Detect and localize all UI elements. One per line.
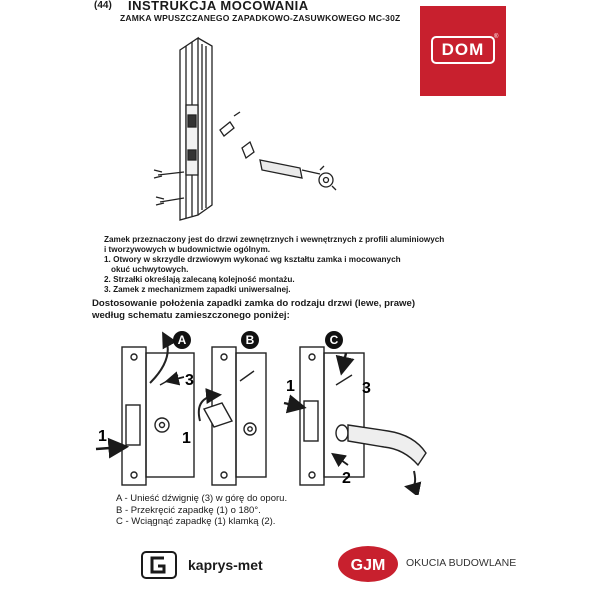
installation-drawing [150, 20, 360, 225]
adjustment-diagrams [90, 325, 450, 495]
label-b: B [245, 333, 255, 347]
steps-list [116, 493, 287, 528]
diagram-c [284, 331, 426, 487]
step-a: A - Unieść dźwignię (3) w górę do oporu. [116, 493, 288, 504]
key-head [319, 173, 333, 187]
label-c: C [329, 333, 339, 347]
step-c: C - Wciągnąć zapadkę (1) klamką (2). [116, 516, 276, 527]
label-a: A [177, 333, 187, 347]
label-a-1: 1 [98, 428, 107, 445]
gjm-emblem [336, 544, 402, 584]
intro-line-2: i tworzywowych w budownictwie ogólnym. [104, 245, 271, 254]
diagram-a [96, 331, 194, 485]
label-c-2: 2 [342, 470, 351, 487]
step-b: B - Przekręcić zapadkę (1) o 180°. [116, 504, 261, 516]
kaprys-met-icon [140, 549, 180, 581]
intro-line-1: Zamek przeznaczony jest do drzwi zewnętrznych i wewnętrznych z profili aluminiowych [104, 235, 445, 244]
intro-item-3: 3. Zamek z mechanizmem zapadki uniwersalnej. [104, 285, 291, 294]
instruction-number: (44) [94, 0, 112, 11]
intro-item-2: 2. Strzałki określają zalecaną kolejność montażu. [104, 275, 295, 284]
dom-logo [420, 6, 506, 96]
registered-mark: ® [494, 34, 499, 40]
cylinder [260, 160, 302, 178]
escutcheon [220, 122, 234, 136]
label-b-1: 1 [182, 430, 191, 447]
instruction-title: INSTRUKCJA MOCOWANIA [128, 0, 309, 13]
lock-case-c [324, 353, 364, 477]
kaprys-met-name: kaprys-met [188, 557, 263, 573]
latch-b [204, 403, 232, 427]
gjm-tagline: OKUCIA BUDOWLANE [406, 557, 517, 569]
dom-logo-text: DOM [431, 36, 495, 64]
handle-c [348, 425, 426, 465]
door-profile-side [198, 38, 212, 215]
intro-item-1-cont: okuć uchwytowych. [111, 265, 189, 274]
section-heading-line-1: Dostosowanie położenia zapadki zamka do rodzaju drzwi (lewe, prawe) [92, 298, 416, 309]
gjm-letters: GJM [350, 557, 386, 574]
kaprys-met-logo [140, 549, 300, 581]
label-c-3: 3 [362, 380, 371, 397]
section-heading-line-2: według schematu zamieszczonego poniżej: [92, 310, 290, 321]
label-c-1: 1 [286, 378, 295, 395]
lock-case-b [236, 353, 266, 477]
intro-text [104, 235, 464, 295]
instruction-subtitle: ZAMKA WPUSZCZANEGO ZAPADKOWO-ZASUWKOWEGO MC-30Z [120, 13, 401, 23]
intro-item-1: 1. Otwory w skrzydle drzwiowym wykonać wg kształtu zamka i mocowanych [104, 255, 401, 264]
label-a-3: 3 [185, 372, 194, 389]
section-heading [92, 298, 492, 322]
gjm-logo [336, 544, 526, 584]
